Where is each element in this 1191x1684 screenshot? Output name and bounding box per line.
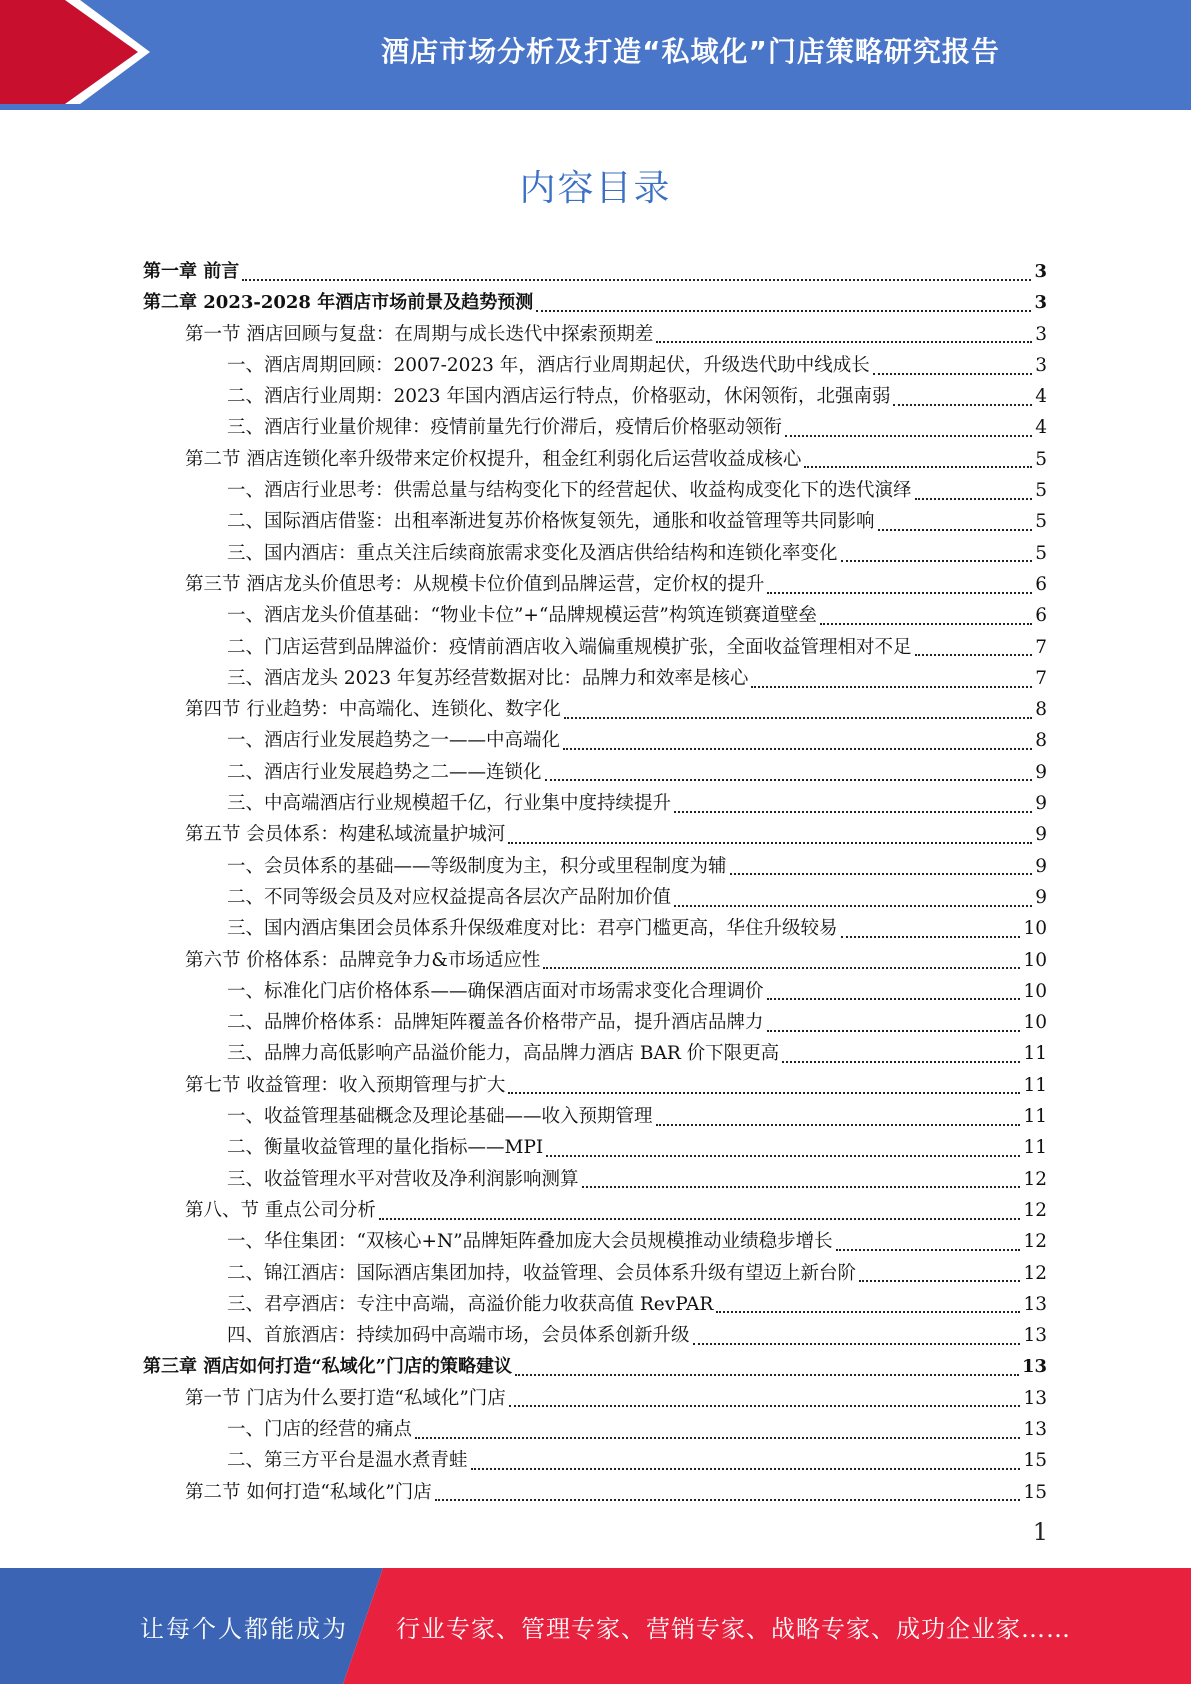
toc-dot-leader xyxy=(782,1061,1020,1063)
toc-heading: 内容目录 xyxy=(519,168,672,209)
header-chevron-decoration xyxy=(0,0,160,110)
toc-entry-page: 15 xyxy=(1023,1481,1047,1503)
toc-entry-page: 15 xyxy=(1023,1450,1047,1472)
toc-dot-leader xyxy=(873,373,1032,375)
toc-entry-text: 一、酒店龙头价值基础：“物业卡位”+“品牌规模运营”构筑连锁赛道壁垒 xyxy=(227,605,817,627)
toc-dot-leader xyxy=(563,748,1032,750)
toc-entry-text: 一、收益管理基础概念及理论基础——收入预期管理 xyxy=(227,1106,653,1128)
toc-entry-text: 第八、节 重点公司分析 xyxy=(185,1199,376,1221)
toc-entry-text: 第一节 门店为什么要打造“私域化”门店 xyxy=(185,1387,506,1409)
toc-entry-text: 一、标准化门店价格体系——确保酒店面对市场需求变化合理调价 xyxy=(227,980,764,1002)
toc-entry-text: 第四节 行业趋势：中高端化、连锁化、数字化 xyxy=(185,699,561,721)
toc-entry-text: 三、酒店行业量价规律：疫情前量先行价滞后，疫情后价格驱动领衔 xyxy=(227,417,783,439)
toc-dot-leader xyxy=(767,1030,1021,1032)
toc-entry-text: 二、酒店行业发展趋势之二——连锁化 xyxy=(227,761,542,783)
page-number: 1 xyxy=(1032,1518,1048,1546)
toc-entry-text: 第六节 价格体系：品牌竞争力&市场适应性 xyxy=(185,949,541,971)
toc-entry-text: 第二节 酒店连锁化率升级带来定价权提升，租金红利弱化后运营收益成核心 xyxy=(185,448,802,470)
toc-entry[interactable] xyxy=(143,913,1047,944)
toc-entry-text: 一、华住集团：“双核心+N”品牌矩阵叠加庞大会员规模推动业绩稳步增长 xyxy=(227,1231,833,1253)
toc-entry-text: 第一章 前言 xyxy=(143,261,240,282)
toc-entry-page: 12 xyxy=(1023,1262,1047,1284)
toc-dot-leader xyxy=(242,279,1031,281)
toc-entry[interactable] xyxy=(143,1320,1047,1351)
toc-entry-text: 第一节 酒店回顾与复盘：在周期与成长迭代中探索预期差 xyxy=(185,323,654,345)
toc-entry-text: 三、收益管理水平对营收及净利润影响测算 xyxy=(227,1168,579,1190)
toc-entry[interactable] xyxy=(143,851,1047,882)
toc-entry-page: 5 xyxy=(1035,480,1047,502)
toc-entry-text: 三、君亭酒店：专注中高端，高溢价能力收获高值 RevPAR xyxy=(227,1293,714,1315)
toc-entry[interactable] xyxy=(143,1289,1047,1320)
toc-dot-leader xyxy=(915,654,1033,656)
toc-entry[interactable] xyxy=(143,945,1047,976)
toc-entry-page: 10 xyxy=(1023,1012,1047,1034)
report-title: 酒店市场分析及打造“私域化”门店策略研究报告 xyxy=(381,35,1000,68)
toc-dot-leader xyxy=(543,967,1020,969)
toc-entry-page: 4 xyxy=(1035,417,1047,439)
toc-dot-leader xyxy=(785,435,1032,437)
toc-entry-text: 三、酒店龙头 2023 年复苏经营数据对比：品牌力和效率是核心 xyxy=(227,667,749,689)
toc-entry[interactable] xyxy=(143,725,1047,756)
toc-entry[interactable] xyxy=(143,819,1047,850)
toc-entry[interactable] xyxy=(143,1258,1047,1289)
toc-dot-leader xyxy=(915,498,1033,500)
toc-dot-leader xyxy=(379,1218,1021,1220)
toc-dot-leader xyxy=(582,1186,1021,1188)
toc-entry-text: 第五节 会员体系：构建私域流量护城河 xyxy=(185,824,506,846)
toc-entry[interactable] xyxy=(143,381,1047,412)
toc-entry-text: 三、中高端酒店行业规模超千亿，行业集中度持续提升 xyxy=(227,793,672,815)
toc-entry[interactable] xyxy=(143,475,1047,506)
toc-entry-text: 二、品牌价格体系：品牌矩阵覆盖各价格带产品，提升酒店品牌力 xyxy=(227,1012,764,1034)
toc-entry-text: 第三章 酒店如何打造“私域化”门店的策略建议 xyxy=(143,1356,512,1378)
toc-entry-page: 9 xyxy=(1035,761,1047,783)
toc-dot-leader xyxy=(536,310,1031,312)
toc-entry[interactable] xyxy=(143,882,1047,913)
toc-entry-text: 一、门店的经营的痛点 xyxy=(227,1418,413,1440)
toc-entry-text: 三、品牌力高低影响产品溢价能力，高品牌力酒店 BAR 价下限更高 xyxy=(227,1043,780,1065)
toc-entry-page: 7 xyxy=(1035,636,1047,658)
toc-entry-text: 二、锦江酒店：国际酒店集团加持，收益管理、会员体系升级有望迈上新台阶 xyxy=(227,1262,857,1284)
toc-entry-text: 第二章 2023-2028 年酒店市场前景及趋势预测 xyxy=(143,292,534,314)
toc-entry[interactable] xyxy=(143,976,1047,1007)
toc-entry-text: 第三节 酒店龙头价值思考：从规模卡位价值到品牌运营，定价权的提升 xyxy=(185,573,765,595)
toc-entry-text: 三、国内酒店集团会员体系升保级难度对比：君亭门槛更高，华住升级较易 xyxy=(227,918,838,940)
toc-dot-leader xyxy=(767,592,1032,594)
toc-entry[interactable] xyxy=(143,1195,1047,1226)
toc-dot-leader xyxy=(674,811,1032,813)
toc-entry-page: 9 xyxy=(1035,824,1047,846)
toc-entry-text: 二、国际酒店借鉴：出租率渐进复苏价格恢复领先，通胀和收益管理等共同影响 xyxy=(227,511,875,533)
toc-entry[interactable] xyxy=(143,1477,1047,1508)
toc-entry-text: 一、酒店周期回顾：2007-2023 年，酒店行业周期起伏，升级迭代助中线成长 xyxy=(227,354,870,376)
toc-entry[interactable] xyxy=(143,600,1047,631)
toc-entry-text: 三、国内酒店：重点关注后续商旅需求变化及酒店供给结构和连锁化率变化 xyxy=(227,542,838,564)
toc-entry-page: 13 xyxy=(1023,1387,1047,1409)
toc-entry[interactable] xyxy=(143,757,1047,788)
toc-entry-page: 13 xyxy=(1023,1418,1047,1440)
toc-entry[interactable] xyxy=(143,1038,1047,1069)
toc-entry[interactable] xyxy=(143,1383,1047,1414)
toc-entry[interactable] xyxy=(143,287,1047,318)
toc-entry-page: 11 xyxy=(1023,1074,1047,1096)
toc-entry-page: 10 xyxy=(1023,949,1047,971)
toc-entry-text: 一、会员体系的基础——等级制度为主，积分或里程制度为辅 xyxy=(227,855,727,877)
toc-entry[interactable] xyxy=(143,506,1047,537)
toc-entry[interactable] xyxy=(143,1007,1047,1038)
toc-entry-page: 11 xyxy=(1023,1106,1047,1128)
toc-entry[interactable] xyxy=(143,412,1047,443)
table-of-contents xyxy=(143,256,1047,1508)
toc-dot-leader xyxy=(820,623,1032,625)
toc-entry-page: 10 xyxy=(1023,918,1047,940)
toc-entry[interactable] xyxy=(143,1164,1047,1195)
toc-entry-page: 6 xyxy=(1035,573,1047,595)
toc-entry-page: 10 xyxy=(1023,980,1047,1002)
toc-entry[interactable] xyxy=(143,632,1047,663)
toc-entry-page: 5 xyxy=(1035,542,1047,564)
toc-dot-leader xyxy=(767,998,1021,1000)
toc-dot-leader xyxy=(656,1124,1021,1126)
toc-entry-page: 9 xyxy=(1035,855,1047,877)
toc-dot-leader xyxy=(693,1343,1021,1345)
toc-dot-leader xyxy=(471,1468,1021,1470)
toc-entry-page: 5 xyxy=(1035,448,1047,470)
toc-entry[interactable] xyxy=(143,256,1047,287)
toc-entry-page: 12 xyxy=(1023,1199,1047,1221)
toc-dot-leader xyxy=(508,1092,1020,1094)
toc-entry-page: 13 xyxy=(1021,1356,1047,1378)
toc-entry-page: 11 xyxy=(1023,1043,1047,1065)
toc-entry[interactable] xyxy=(143,538,1047,569)
toc-dot-leader xyxy=(841,560,1033,562)
toc-entry-page: 13 xyxy=(1023,1293,1047,1315)
toc-entry-text: 一、酒店行业思考：供需总量与结构变化下的经营起伏、收益构成变化下的迭代演绎 xyxy=(227,480,912,502)
toc-entry-page: 8 xyxy=(1035,730,1047,752)
toc-dot-leader xyxy=(674,905,1032,907)
toc-entry[interactable] xyxy=(143,1445,1047,1476)
toc-dot-leader xyxy=(508,842,1032,844)
toc-entry[interactable] xyxy=(143,1226,1047,1257)
toc-dot-leader xyxy=(435,1499,1021,1501)
toc-entry[interactable] xyxy=(143,350,1047,381)
footer-banner xyxy=(0,1568,1191,1684)
toc-entry[interactable] xyxy=(143,569,1047,600)
toc-entry-page: 6 xyxy=(1035,605,1047,627)
toc-entry-page: 9 xyxy=(1035,793,1047,815)
toc-entry[interactable] xyxy=(143,1101,1047,1132)
toc-entry-page: 3 xyxy=(1035,354,1047,376)
toc-entry-page: 8 xyxy=(1035,699,1047,721)
toc-dot-leader xyxy=(716,1311,1020,1313)
toc-dot-leader xyxy=(730,873,1033,875)
toc-entry-text: 第七节 收益管理：收入预期管理与扩大 xyxy=(185,1074,506,1096)
toc-dot-leader xyxy=(751,686,1032,688)
toc-entry[interactable] xyxy=(143,1070,1047,1101)
toc-entry-text: 一、酒店行业发展趋势之一——中高端化 xyxy=(227,730,561,752)
toc-dot-leader xyxy=(878,529,1033,531)
toc-entry-text: 二、衡量收益管理的量化指标——MPI xyxy=(227,1137,544,1159)
toc-entry[interactable] xyxy=(143,694,1047,725)
toc-entry-page: 3 xyxy=(1034,292,1047,314)
toc-entry[interactable] xyxy=(143,788,1047,819)
toc-dot-leader xyxy=(656,341,1032,343)
toc-dot-leader xyxy=(859,1280,1020,1282)
toc-dot-leader xyxy=(841,936,1021,938)
toc-entry[interactable] xyxy=(143,319,1047,350)
toc-entry-page: 9 xyxy=(1035,886,1047,908)
toc-entry-page: 5 xyxy=(1035,511,1047,533)
toc-entry[interactable] xyxy=(143,1414,1047,1445)
toc-entry-text: 二、第三方平台是温水煮青蛙 xyxy=(227,1450,468,1472)
toc-entry-page: 12 xyxy=(1023,1231,1047,1253)
toc-dot-leader xyxy=(893,404,1032,406)
toc-entry-page: 4 xyxy=(1035,386,1047,408)
toc-entry[interactable] xyxy=(143,1132,1047,1163)
toc-dot-leader xyxy=(415,1437,1020,1439)
report-header xyxy=(0,0,1191,110)
toc-dot-leader xyxy=(515,1374,1019,1376)
toc-entry-page: 12 xyxy=(1023,1168,1047,1190)
toc-entry-text: 二、不同等级会员及对应权益提高各层次产品附加价值 xyxy=(227,886,672,908)
toc-dot-leader xyxy=(545,779,1033,781)
toc-entry-page: 13 xyxy=(1023,1325,1047,1347)
toc-dot-leader xyxy=(546,1155,1020,1157)
toc-entry-text: 二、酒店行业周期：2023 年国内酒店运行特点，价格驱动，休闲领衔，北强南弱 xyxy=(227,386,891,408)
toc-dot-leader xyxy=(836,1249,1021,1251)
toc-entry-page: 3 xyxy=(1034,261,1047,282)
toc-entry-page: 3 xyxy=(1035,323,1047,345)
toc-entry[interactable] xyxy=(143,1351,1047,1382)
toc-entry-text: 二、门店运营到品牌溢价：疫情前酒店收入端偏重规模扩张，全面收益管理相对不足 xyxy=(227,636,912,658)
toc-entry-page: 7 xyxy=(1035,667,1047,689)
footer-slogan-right: 行业专家、管理专家、营销专家、战略专家、成功企业家…… xyxy=(396,1614,1071,1643)
toc-entry-text: 四、首旅酒店：持续加码中高端市场，会员体系创新升级 xyxy=(227,1325,690,1347)
toc-entry[interactable] xyxy=(143,663,1047,694)
footer-slogan-left: 让每个人都能成为 xyxy=(140,1614,348,1643)
toc-dot-leader xyxy=(564,717,1032,719)
toc-dot-leader xyxy=(509,1405,1021,1407)
toc-entry-page: 11 xyxy=(1023,1137,1047,1159)
toc-entry[interactable] xyxy=(143,444,1047,475)
toc-entry-text: 第二节 如何打造“私域化”门店 xyxy=(185,1481,432,1503)
toc-dot-leader xyxy=(804,466,1032,468)
